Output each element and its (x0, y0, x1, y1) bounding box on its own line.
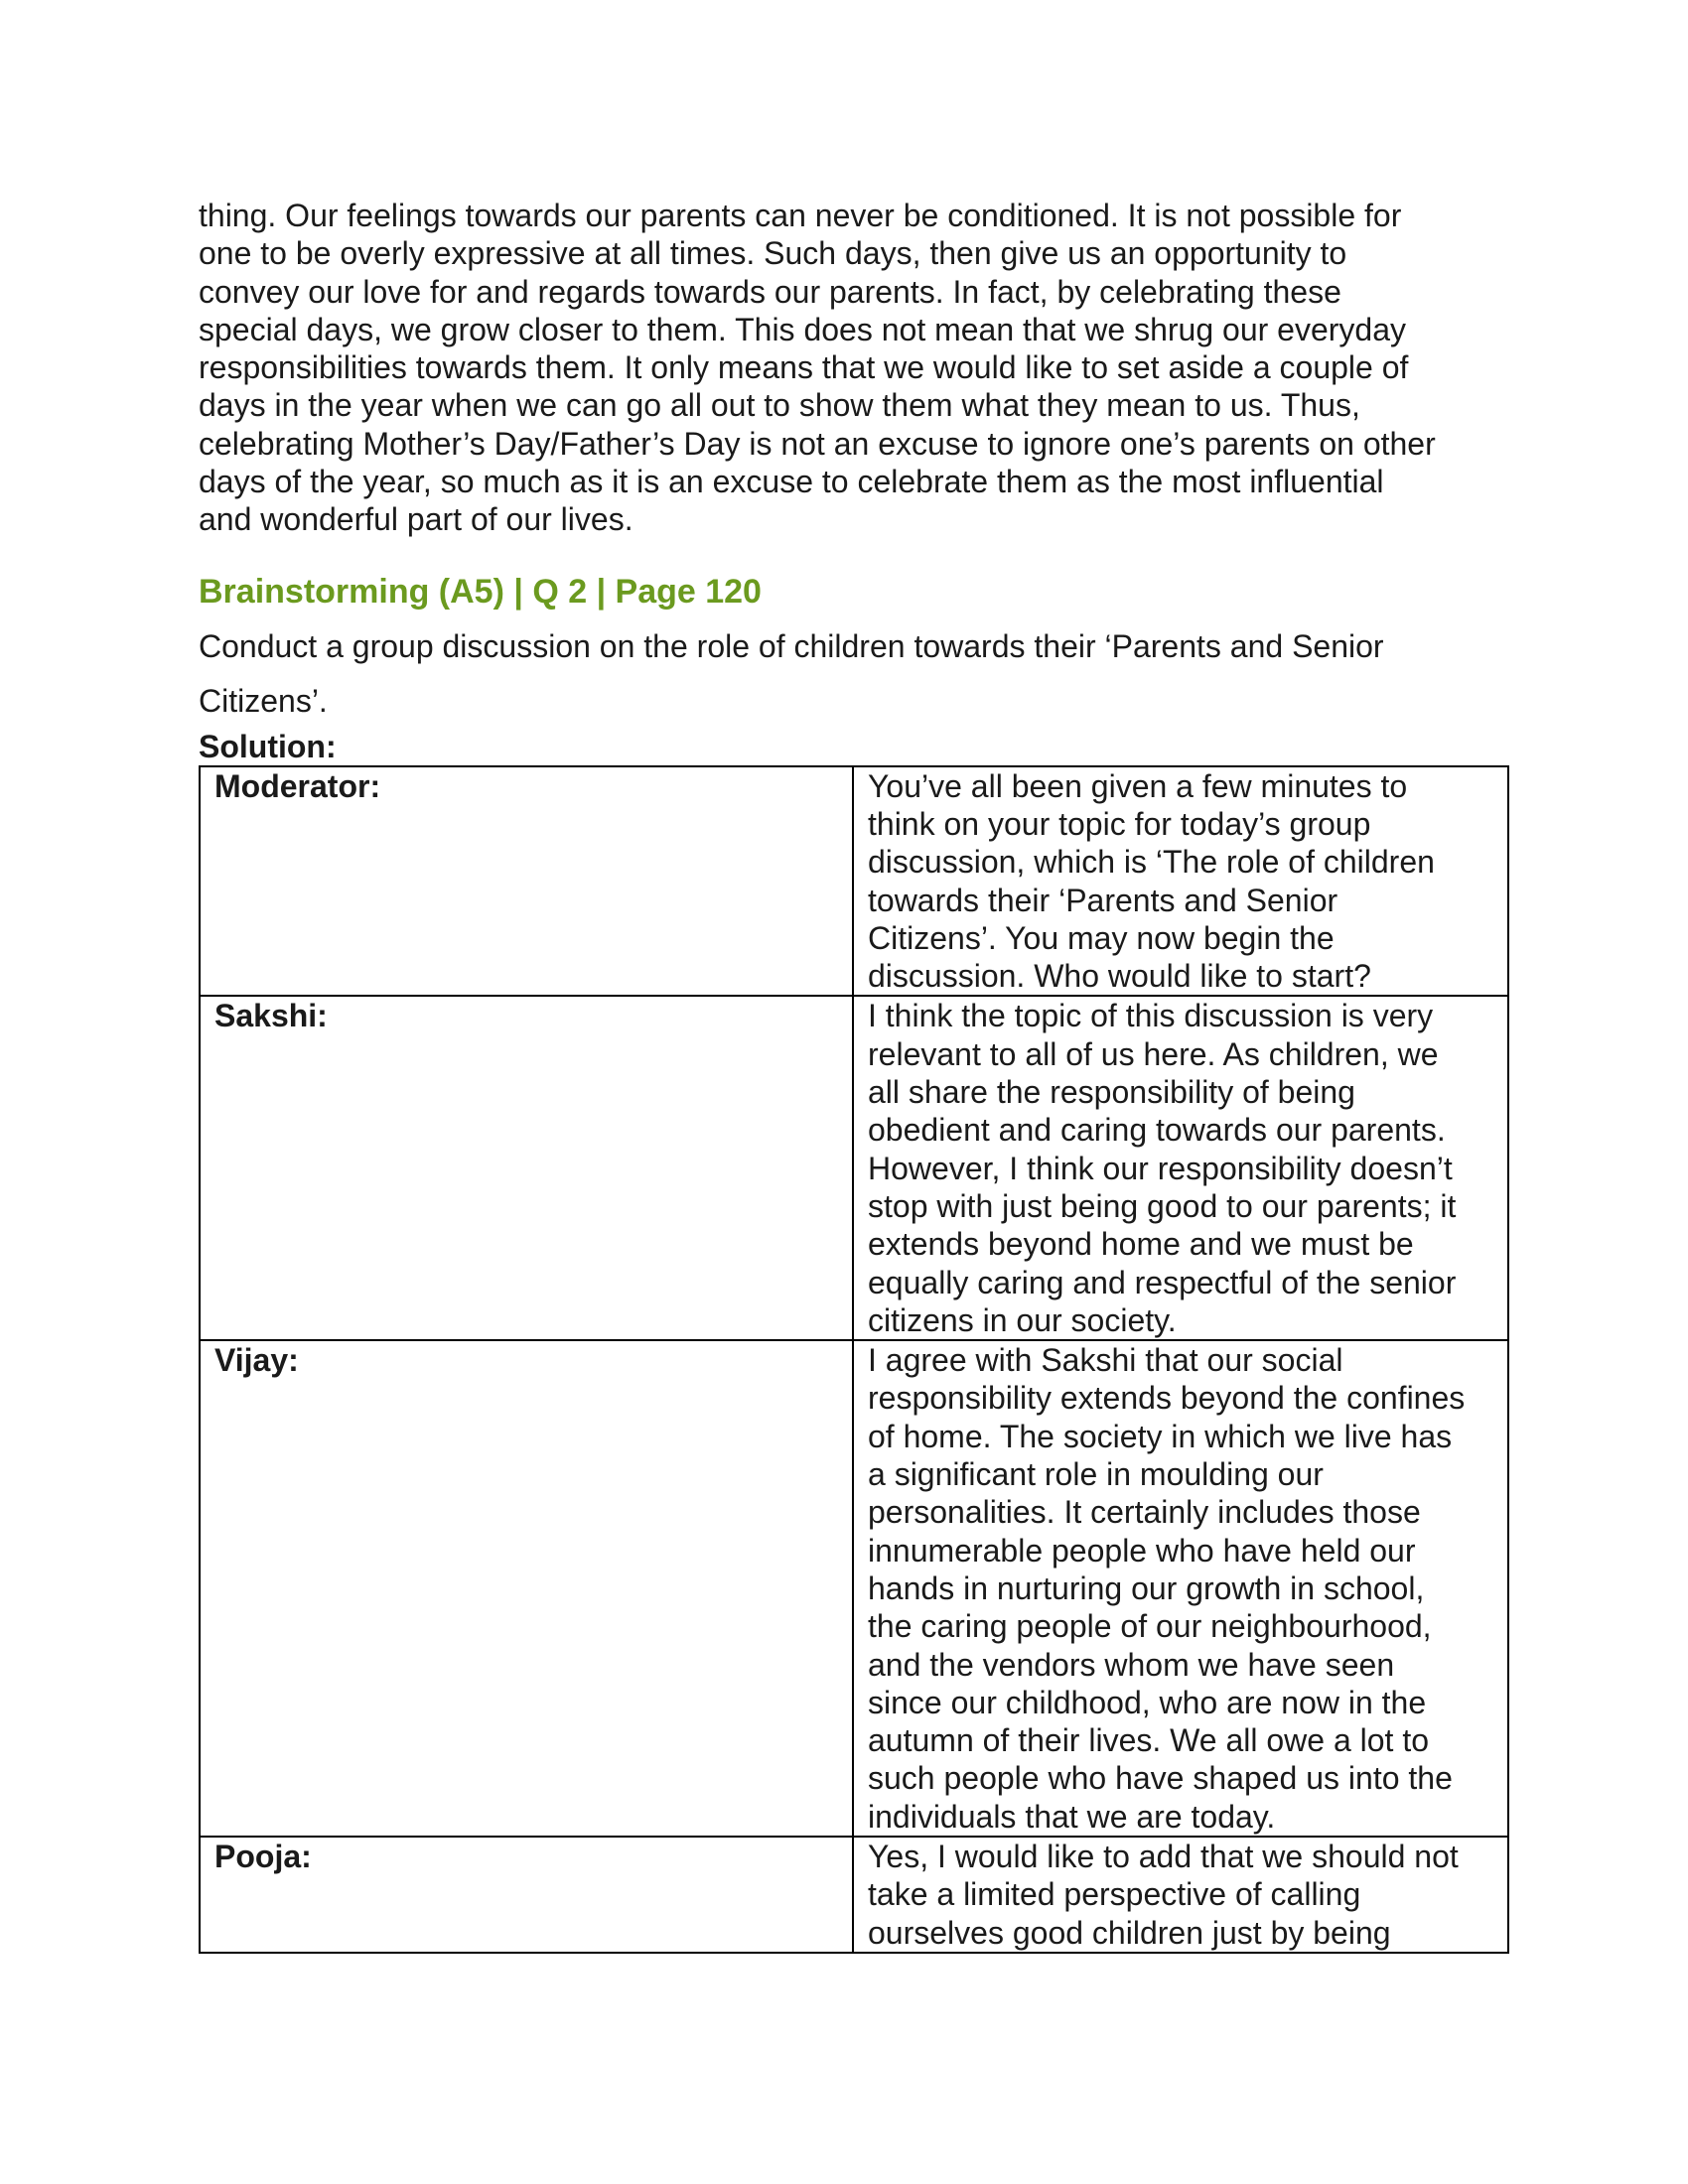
table-row (200, 766, 1508, 997)
speaker-dialogue: I agree with Sakshi that our social responsibility extends beyond the confines of home. The society in which we live has a significant role in moulding our personalities. It certainly includes those innumerable people who have held our hands in nurturing our growth in school, the caring people of our neighbourhood, and the vendors whom we have seen since our childhood, who are now in the autumn of their lives. We all owe a lot to such people who have shaped us into the individuals that we are today. (853, 1340, 1508, 1837)
table-row (200, 1340, 1508, 1837)
speaker-dialogue: You’ve all been given a few minutes to think on your topic for today’s group discussion, which is ‘The role of children towards their ‘Parents and Senior Citizens’. You may now begin the discussion. Who would like to start? (853, 766, 1508, 997)
discussion-table (199, 765, 1509, 1954)
solution-label: Solution: (199, 728, 337, 764)
table-row (200, 996, 1508, 1340)
section-heading: Brainstorming (A5) | Q 2 | Page 120 (199, 572, 762, 611)
question-text: Conduct a group discussion on the role of children towards their ‘Parents and Senior Citizens’. (199, 627, 1384, 719)
speaker-name: Vijay: (200, 1340, 853, 1837)
speaker-dialogue: I think the topic of this discussion is very relevant to all of us here. As children, we all share the responsibility of being obedient and caring towards our parents. However, I think our responsibility doesn’t stop with just being good to our parents; it extends beyond home and we must be equally caring and respectful of the senior citizens in our society. (853, 996, 1508, 1340)
document-page (199, 197, 1509, 1954)
speaker-dialogue: Yes, I would like to add that we should not take a limited perspective of calling ourselves good children just by being (853, 1837, 1508, 1953)
speaker-name: Moderator: (200, 766, 853, 997)
table-row (200, 1837, 1508, 1953)
intro-paragraph: thing. Our feelings towards our parents can never be conditioned. It is not possible for one to be overly expressive at all times. Such days, then give us an opportunity to convey our love for and regards towards our parents. In fact, by celebrating these special days, we grow closer to them. This does not mean that we shrug our everyday responsibilities towards them. It only means that we would like to set aside a couple of days in the year when we can go all out to show them what they mean to us. Thus, celebrating Mother’s Day/Father’s Day is not an excuse to ignore one’s parents on other days of the year, so much as it is an excuse to celebrate them as the most influential and wonderful part of our lives. (199, 198, 1436, 538)
speaker-name: Sakshi: (200, 996, 853, 1340)
speaker-name: Pooja: (200, 1837, 853, 1953)
